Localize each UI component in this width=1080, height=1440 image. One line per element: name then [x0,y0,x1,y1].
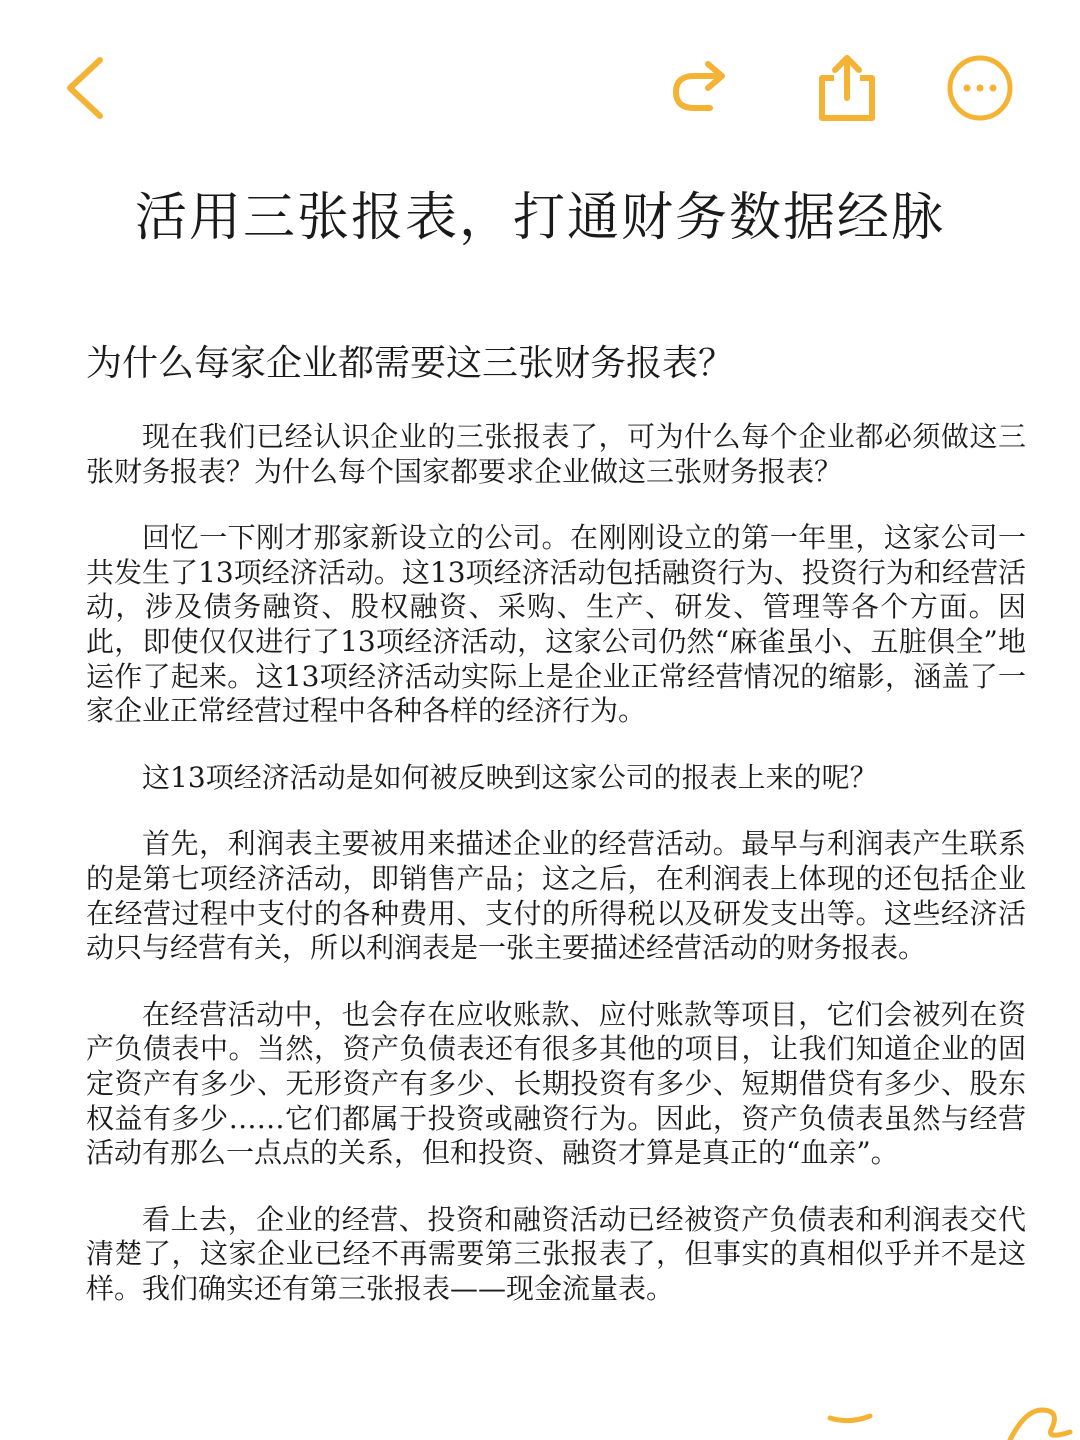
share-button[interactable] [810,50,884,130]
section-heading: 为什么每家企业都需要这三张财务报表？ [86,343,735,384]
more-button[interactable] [942,52,1018,128]
paragraph-balance-sheet: 在经营活动中，也会存在应收账款、应付账款等项目，它们会被列在资产负债表中。当然，资产负债表还有很多其他的项目，让我们知道企业的固定资产有多少、无形资产有多少、长期投资有多少、短期借贷有多少、股东权益有多少……它们都属于投资或融资行为。因此，资产负债表虽然与经营活动有那么一点点的关系，但和投资、融资才算是真正的“血亲”。 [86,997,1026,1170]
more-icon [942,52,1018,128]
redo-arrow-icon [666,52,736,122]
page-title: 活用三张报表，打通财务数据经脉 [134,188,945,248]
article-body [86,420,1026,1338]
top-toolbar [0,0,1080,170]
back-button[interactable] [52,50,122,130]
paragraph-question: 这13项经济活动是如何被反映到这家公司的报表上来的呢？ [142,760,878,794]
paragraph-income-statement: 首先，利润表主要被用来描述企业的经营活动。最早与利润表产生联系的是第七项经济活动，即销售产品；这之后，在利润表上体现的还包括企业在经营过程中支付的各种费用、支付的所得税以及研发支出等。这些经济活动只与经营有关，所以利润表是一张主要描述经营活动的财务报表。 [86,827,1026,965]
paragraph-intro: 现在我们已经认识企业的三张报表了，可为什么每个企业都必须做这三张财务报表？为什么每个国家都要求企业做这三张财务报表？ [86,420,1026,488]
decorative-swirl [820,1380,1080,1440]
share-icon [810,50,884,130]
paragraph-cash-flow: 看上去，企业的经营、投资和融资活动已经被资产负债表和利润表交代清楚了，这家企业已经不再需要第三张报表了，但事实的真相似乎并不是这样。我们确实还有第三张报表——现金流量表。 [86,1202,1026,1305]
chevron-left-icon [52,50,122,130]
paragraph-recall: 回忆一下刚才那家新设立的公司。在刚刚设立的第一年里，这家公司一共发生了13项经济活动。这13项经济活动包括融资行为、投资行为和经营活动，涉及债务融资、股权融资、采购、生产、研发、管理等各个方面。因此，即使仅仅进行了13项经济活动，这家公司仍然“麻雀虽小、五脏俱全”地运作了起来。这13项经济活动实际上是企业正常经营情况的缩影，涵盖了一家企业正常经营过程中各种各样的经济行为。 [86,521,1026,728]
redo-button[interactable] [666,52,736,122]
